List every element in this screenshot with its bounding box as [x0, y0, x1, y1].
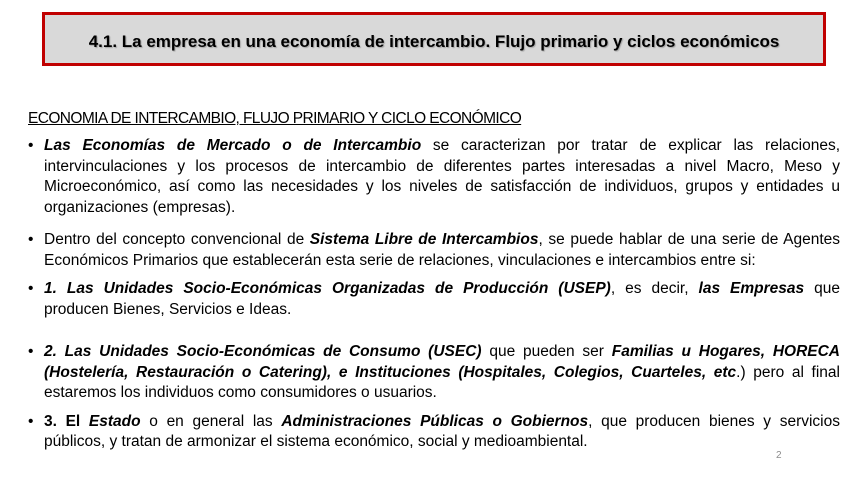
- bullet-text-emphasis: 3. El: [44, 412, 89, 430]
- bullet-text-emphasis: las Empresas: [698, 280, 805, 297]
- slide-title: 4.1. La empresa en una economía de intercambio. Flujo primario y ciclos económicos: [88, 32, 780, 51]
- bullet-text-emphasis: Las Economías de Mercado o de Intercambio: [44, 137, 422, 154]
- bullet-text: se caracterizan por tratar de explicar las relaciones, intervinculaciones y los procesos de intercambio de diferentes partes interesadas a nivel Macro, Meso y Microeconómico, así como las necesidades y los niveles de satisfacción de individuos, grupos y entidades u organizaciones (empresas).: [44, 137, 840, 216]
- bullet-text-emphasis: 2. Las Unidades Socio-Económicas de Consumo (USEC): [44, 343, 482, 360]
- bullet-dot: •: [28, 280, 34, 297]
- bullet-text: .) pero al final estaremos los individuos como consumidores o usuarios.: [44, 363, 840, 401]
- bullet-text-emphasis: Familias u Hogares, HORECA (Hostelería, Restauración o Catering), e Instituciones (Hospitales, Colegios, Cuarteles, etc: [44, 343, 841, 381]
- bullet-text: , se puede hablar de una serie de Agentes Económicos Primarios que establecerán esta serie de relaciones, vinculaciones e intercambios entre si:: [44, 231, 841, 269]
- bullet-text: Dentro del concepto convencional de: [44, 231, 310, 248]
- bullet-text-emphasis: Estado: [88, 412, 141, 430]
- slide-title-box: [42, 12, 826, 66]
- bullet-text-emphasis: Sistema Libre de Intercambios: [309, 231, 539, 248]
- bullet-item: [28, 230, 840, 271]
- bullet-text: , es decir,: [610, 280, 699, 297]
- bullet-dot: •: [28, 412, 34, 430]
- bullet-text-emphasis: Administraciones Públicas o Gobiernos: [281, 412, 589, 430]
- bullet-text: que producen Bienes, Servicios e Ideas.: [44, 280, 840, 318]
- bullet-item: [28, 136, 840, 218]
- bullet-item: [28, 279, 840, 320]
- bullet-text: , que producen bienes y servicios públicos, y tratan de armonizar el sistema económico, social y medioambiental.: [44, 412, 840, 450]
- bullet-list: [28, 136, 840, 453]
- bullet-text: que pueden ser: [481, 343, 612, 360]
- bullet-item: [28, 412, 840, 453]
- bullet-dot: •: [28, 231, 34, 248]
- page-number: 2: [776, 450, 782, 461]
- bullet-item: [28, 342, 840, 404]
- bullet-text: o en general las: [140, 412, 282, 430]
- section-heading: ECONOMIA DE INTERCAMBIO, FLUJO PRIMARIO Y CICLO ECONÓMICO: [28, 110, 522, 127]
- bullet-dot: •: [28, 137, 34, 154]
- bullet-dot: •: [28, 343, 34, 360]
- bullet-text-emphasis: 1. Las Unidades Socio-Económicas Organizadas de Producción (USEP): [44, 280, 611, 297]
